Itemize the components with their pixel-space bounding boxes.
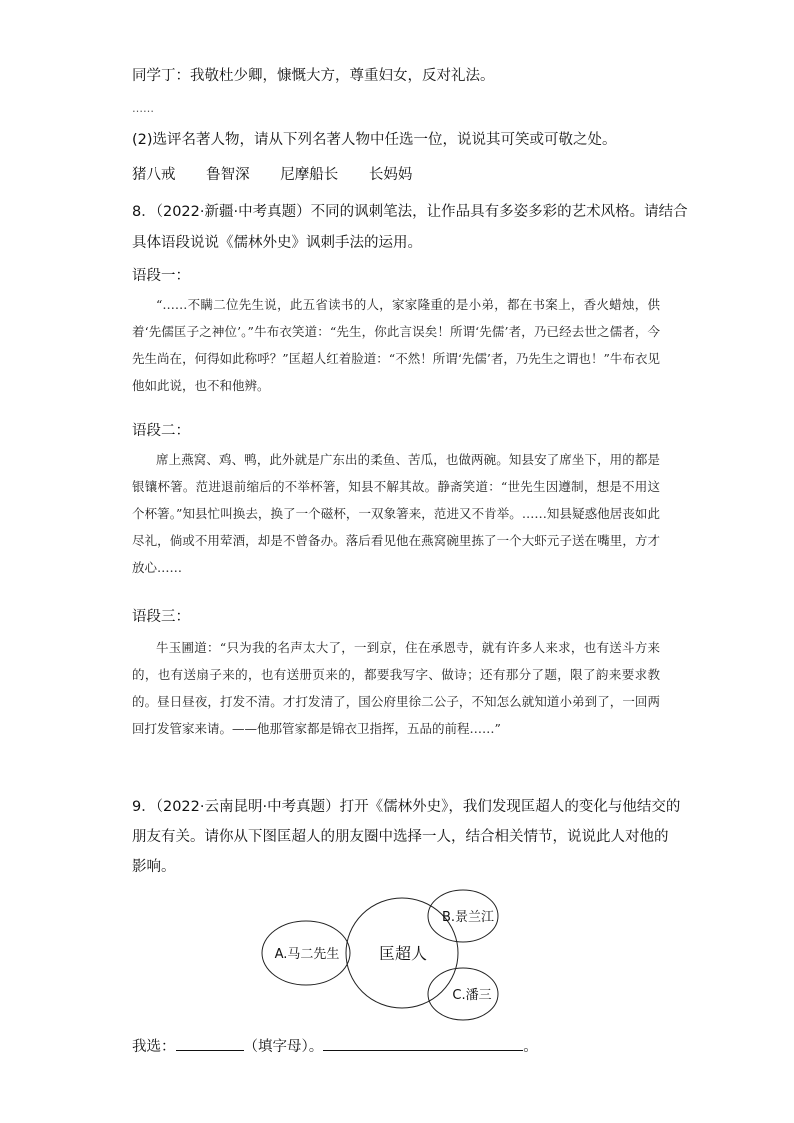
question-8-line-1: 8．（2022·新疆·中考真题）不同的讽刺笔法，让作品具有多姿多彩的艺术风格。请结合 — [132, 204, 688, 220]
student-ding-line: 同学丁：我敬杜少卿，慷慨大方，尊重妇女，反对礼法。 — [132, 68, 495, 84]
friend-a-label: A.马二先生 — [274, 947, 340, 962]
friend-c-label: C.潘三 — [452, 988, 492, 1003]
passage-2-text: 席上燕窝、鸡、鸭，此外就是广东出的柔鱼、苦瓜，也做两碗。知县安了席坐下，用的都是银镶杯箸。范进退前缩后的不举杯箸，知县不解其故。静斋笑道：“世先生因遵制，想是不用这个杯箸。”知县忙叫换去，换了一个磁杯，一双象箸来，范进又不肯举。……知县疑惑他居丧如此尽礼，倘或不用荤酒，却是不曾备办。落后看见他在燕窝碗里拣了一个大虾元子送在嘴里，方才放心…… — [132, 452, 660, 575]
ellipsis-line: …… — [132, 102, 154, 115]
question-2: (2)选评名著人物，请从下列名著人物中任选一位，说说其可笑或可敬之处。 — [132, 132, 617, 148]
question-8-line-2: 具体语段说说《儒林外史》讽刺手法的运用。 — [132, 235, 422, 251]
passage-1-text: “……不瞒二位先生说，此五省读书的人，家家隆重的是小弟，都在书案上，香火蜡烛，供着‘先儒匡子之神位’。”牛布衣笑道：“先生，你此言误矣！所谓‘先儒’者，乃已经去世之儒者，今先生尚在，何得如此称呼？”匡超人红着脸道：“不然！所谓‘先儒’者，乃先生之谓也！”牛布衣见他如此说，也不和他辨。 — [132, 297, 660, 393]
reason-answer-blank[interactable] — [323, 1035, 523, 1051]
letter-answer-blank[interactable] — [176, 1035, 244, 1051]
character-name: 猪八戒 — [132, 167, 176, 183]
question-9-line-2: 朋友有关。请你从下图匡超人的朋友圈中选择一人，结合相关情节，说说此人对他的 — [132, 829, 669, 845]
answer-end: 。 — [523, 1039, 538, 1055]
character-name: 尼摩船长 — [280, 167, 339, 183]
answer-line — [132, 1035, 538, 1057]
passage-3-label: 语段三： — [132, 609, 190, 625]
passage-1-label: 语段一： — [132, 268, 190, 284]
passage-2-label: 语段二： — [132, 423, 190, 439]
center-label: 匡超人 — [378, 944, 428, 963]
friend-b-label: B.景兰江 — [441, 910, 495, 925]
character-name: 鲁智深 — [206, 167, 250, 183]
answer-prefix: 我选： — [132, 1039, 176, 1055]
passage-3-text: 牛玉圃道：“只为我的名声太大了，一到京，住在承恩寺，就有许多人来求，也有送斗方来的，也有送扇子来的，也有送册页来的，都要我写字、做诗；还有那分了题，限了韵来要求教的。昼日昼夜，打发不清。才打发清了，国公府里徐二公子，不知怎么就知道小弟到了，一回两回打发管家来请。——他那管家都是锦衣卫指挥，五品的前程……” — [132, 640, 660, 736]
answer-hint: （填字母）。 — [243, 1039, 324, 1055]
question-9-line-1: 9．（2022·云南昆明·中考真题）打开《儒林外史》，我们发现匡超人的变化与他结交的 — [132, 799, 681, 815]
question-9-line-3: 影响。 — [132, 859, 176, 875]
character-name: 长妈妈 — [368, 167, 413, 183]
